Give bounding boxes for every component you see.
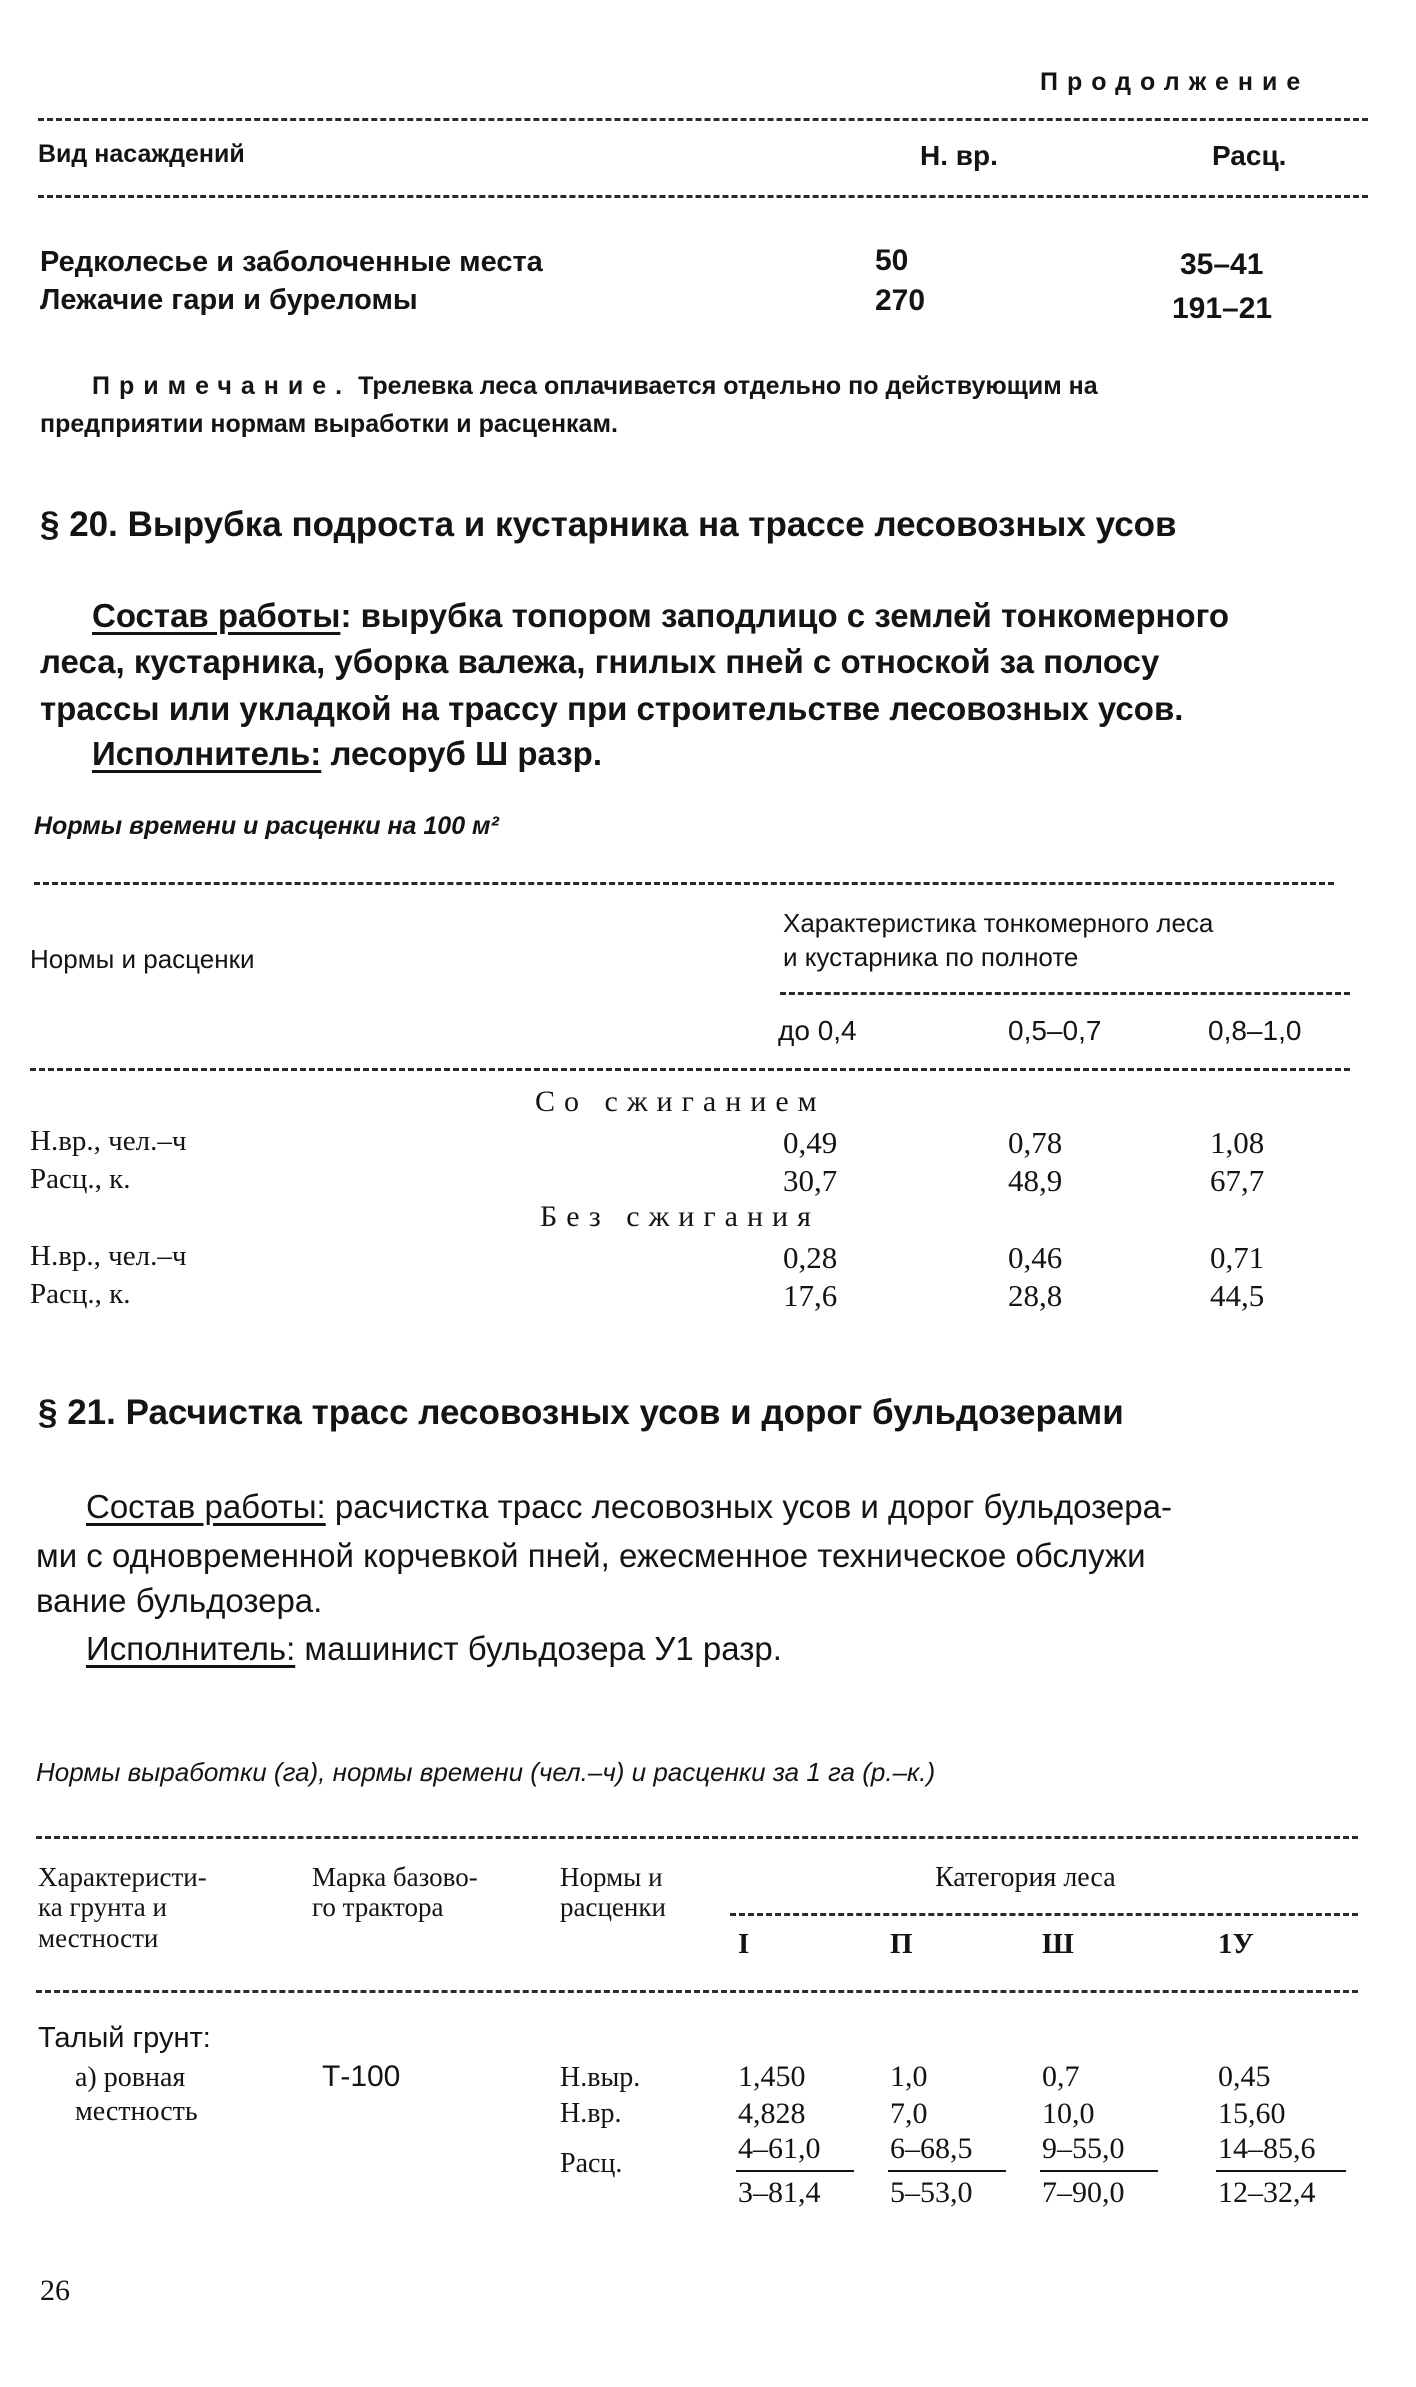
- category-column: Ш: [1042, 1928, 1074, 1960]
- row-label: Расц., к.: [30, 1163, 131, 1195]
- composition-line: [86, 1488, 1172, 1526]
- divider: [30, 1068, 1350, 1071]
- column-header-soil: Характеристи-: [38, 1862, 207, 1892]
- composition-line-2: ми с одновременной корчевкой пней, ежесменное техническое обслужи: [36, 1537, 1146, 1574]
- table-title: Нормы времени и расценки на 100 м²: [34, 812, 499, 840]
- note-text: Трелевка леса оплачивается отдельно по действующим на: [358, 372, 1098, 400]
- executor-value: лесоруб Ш разр.: [321, 735, 603, 772]
- group-label: Талый грунт:: [38, 2022, 211, 2054]
- composition-line-3: трассы или укладкой на трассу при строительстве лесовозных усов.: [40, 690, 1184, 727]
- cell-value: 15,60: [1218, 2097, 1286, 2130]
- cell-value: 28,8: [1008, 1278, 1063, 1313]
- group-title: Со сжиганием: [535, 1085, 826, 1118]
- table-row-rasc: 191–21: [1172, 292, 1273, 325]
- executor-value: машинист бульдозера У1 разр.: [295, 1630, 782, 1667]
- note-line-2: предприятии нормам выработки и расценкам.: [40, 410, 618, 438]
- row-label: Н.вр., чел.–ч: [30, 1125, 187, 1157]
- divider: [38, 118, 1368, 121]
- fraction-line: [1216, 2170, 1346, 2172]
- divider: [780, 992, 1350, 995]
- cell-value: 0,78: [1008, 1125, 1063, 1160]
- executor-label: Исполнитель:: [92, 735, 322, 772]
- executor-line: [92, 735, 602, 773]
- subcolumn-header: 0,5–0,7: [1008, 1015, 1102, 1046]
- cell-value: 30,7: [783, 1163, 838, 1198]
- cell-value: 1,08: [1210, 1125, 1265, 1160]
- rate-denominator: 7–90,0: [1042, 2176, 1125, 2209]
- cell-value: 1,450: [738, 2060, 806, 2093]
- composition-text: : вырубка топором заподлицо с землей тонкомерного: [340, 597, 1230, 634]
- column-header-soil: ка грунта и: [38, 1892, 167, 1922]
- column-header-soil: местности: [38, 1923, 159, 1953]
- norm-label: Н.вр.: [560, 2098, 622, 2129]
- group-header: и кустарника по полноте: [783, 942, 1079, 972]
- divider: [730, 1913, 1358, 1916]
- column-header-tractor: го трактора: [312, 1892, 444, 1922]
- composition-label: Состав работы: [92, 597, 341, 634]
- row-label: Н.вр., чел.–ч: [30, 1240, 187, 1272]
- category-column: П: [890, 1928, 913, 1960]
- table-row-name: Редколесье и заболоченные места: [40, 246, 543, 278]
- column-header-type: Вид насаждений: [38, 140, 245, 168]
- fraction-line: [1040, 2170, 1158, 2172]
- cell-value: 1,0: [890, 2060, 928, 2093]
- tractor-value: Т-100: [322, 2060, 401, 2093]
- fraction-line: [736, 2170, 854, 2172]
- group-header: Характеристика тонкомерного леса: [783, 908, 1214, 938]
- divider: [36, 1990, 1358, 1993]
- composition-line-2: леса, кустарника, уборка валежа, гнилых пней с отноской за полосу: [40, 643, 1160, 680]
- cell-value: 0,28: [783, 1240, 838, 1275]
- rate-denominator: 12–32,4: [1218, 2176, 1316, 2209]
- composition-label: Состав работы:: [86, 1488, 326, 1525]
- cell-value: 0,49: [783, 1125, 838, 1160]
- rate-denominator: 3–81,4: [738, 2176, 821, 2209]
- note-label: Примечание.: [92, 372, 352, 400]
- group-title: Без сжигания: [540, 1200, 820, 1233]
- rate-numerator: 6–68,5: [890, 2132, 973, 2165]
- column-header-norms: Нормы и: [560, 1862, 663, 1892]
- cell-value: 7,0: [890, 2097, 928, 2130]
- cell-value: 4,828: [738, 2097, 806, 2130]
- table-row-nvr: 270: [875, 284, 926, 317]
- norm-label: Н.выр.: [560, 2062, 641, 2093]
- continuation-label: Продолжение: [1040, 68, 1310, 96]
- cell-value: 67,7: [1210, 1163, 1265, 1198]
- cell-value: 0,7: [1042, 2060, 1080, 2093]
- column-header-norms: Нормы и расценки: [30, 944, 255, 974]
- executor-label: Исполнитель:: [86, 1630, 296, 1667]
- section-heading: § 21. Расчистка трасс лесовозных усов и дорог бульдозерами: [38, 1393, 1124, 1432]
- norm-label: Расц.: [560, 2148, 623, 2179]
- category-header: Категория леса: [935, 1862, 1116, 1893]
- composition-line-3: вание бульдозера.: [36, 1582, 323, 1619]
- column-header-rasc: Расц.: [1212, 140, 1287, 171]
- category-column: 1У: [1218, 1928, 1254, 1960]
- column-header-tractor: Марка базово-: [312, 1862, 478, 1892]
- cell-value: 10,0: [1042, 2097, 1095, 2130]
- rate-denominator: 5–53,0: [890, 2176, 973, 2209]
- divider: [36, 1836, 1358, 1839]
- column-header-norms: расценки: [560, 1892, 666, 1922]
- divider: [38, 195, 1368, 198]
- page-number: 26: [40, 2274, 70, 2307]
- rate-numerator: 4–61,0: [738, 2132, 821, 2165]
- composition-text: расчистка трасс лесовозных усов и дорог бульдозера-: [325, 1488, 1172, 1525]
- divider: [34, 882, 1334, 885]
- cell-value: 17,6: [783, 1278, 838, 1313]
- composition-line: [92, 597, 1229, 635]
- table-row-name: Лежачие гари и буреломы: [40, 284, 418, 316]
- subcolumn-header: 0,8–1,0: [1208, 1015, 1302, 1046]
- rate-numerator: 9–55,0: [1042, 2132, 1125, 2165]
- cell-value: 0,46: [1008, 1240, 1063, 1275]
- row-label: местность: [75, 2096, 198, 2127]
- cell-value: 48,9: [1008, 1163, 1063, 1198]
- row-label: Расц., к.: [30, 1278, 131, 1310]
- fraction-line: [888, 2170, 1006, 2172]
- subcolumn-header: до 0,4: [778, 1015, 857, 1046]
- category-column: I: [738, 1928, 750, 1960]
- column-header-nvr: Н. вр.: [920, 140, 998, 171]
- row-label: а) ровная: [75, 2062, 186, 2093]
- table-row-nvr: 50: [875, 244, 909, 277]
- cell-value: 44,5: [1210, 1278, 1265, 1313]
- table-row-rasc: 35–41: [1180, 248, 1264, 281]
- section-heading: § 20. Вырубка подроста и кустарника на трассе лесовозных усов: [40, 505, 1177, 544]
- cell-value: 0,45: [1218, 2060, 1271, 2093]
- table-title: Нормы выработки (га), нормы времени (чел.–ч) и расценки за 1 га (р.–к.): [36, 1757, 936, 1787]
- rate-numerator: 14–85,6: [1218, 2132, 1316, 2165]
- cell-value: 0,71: [1210, 1240, 1265, 1275]
- executor-line: [86, 1630, 782, 1668]
- note-line: [92, 372, 1098, 401]
